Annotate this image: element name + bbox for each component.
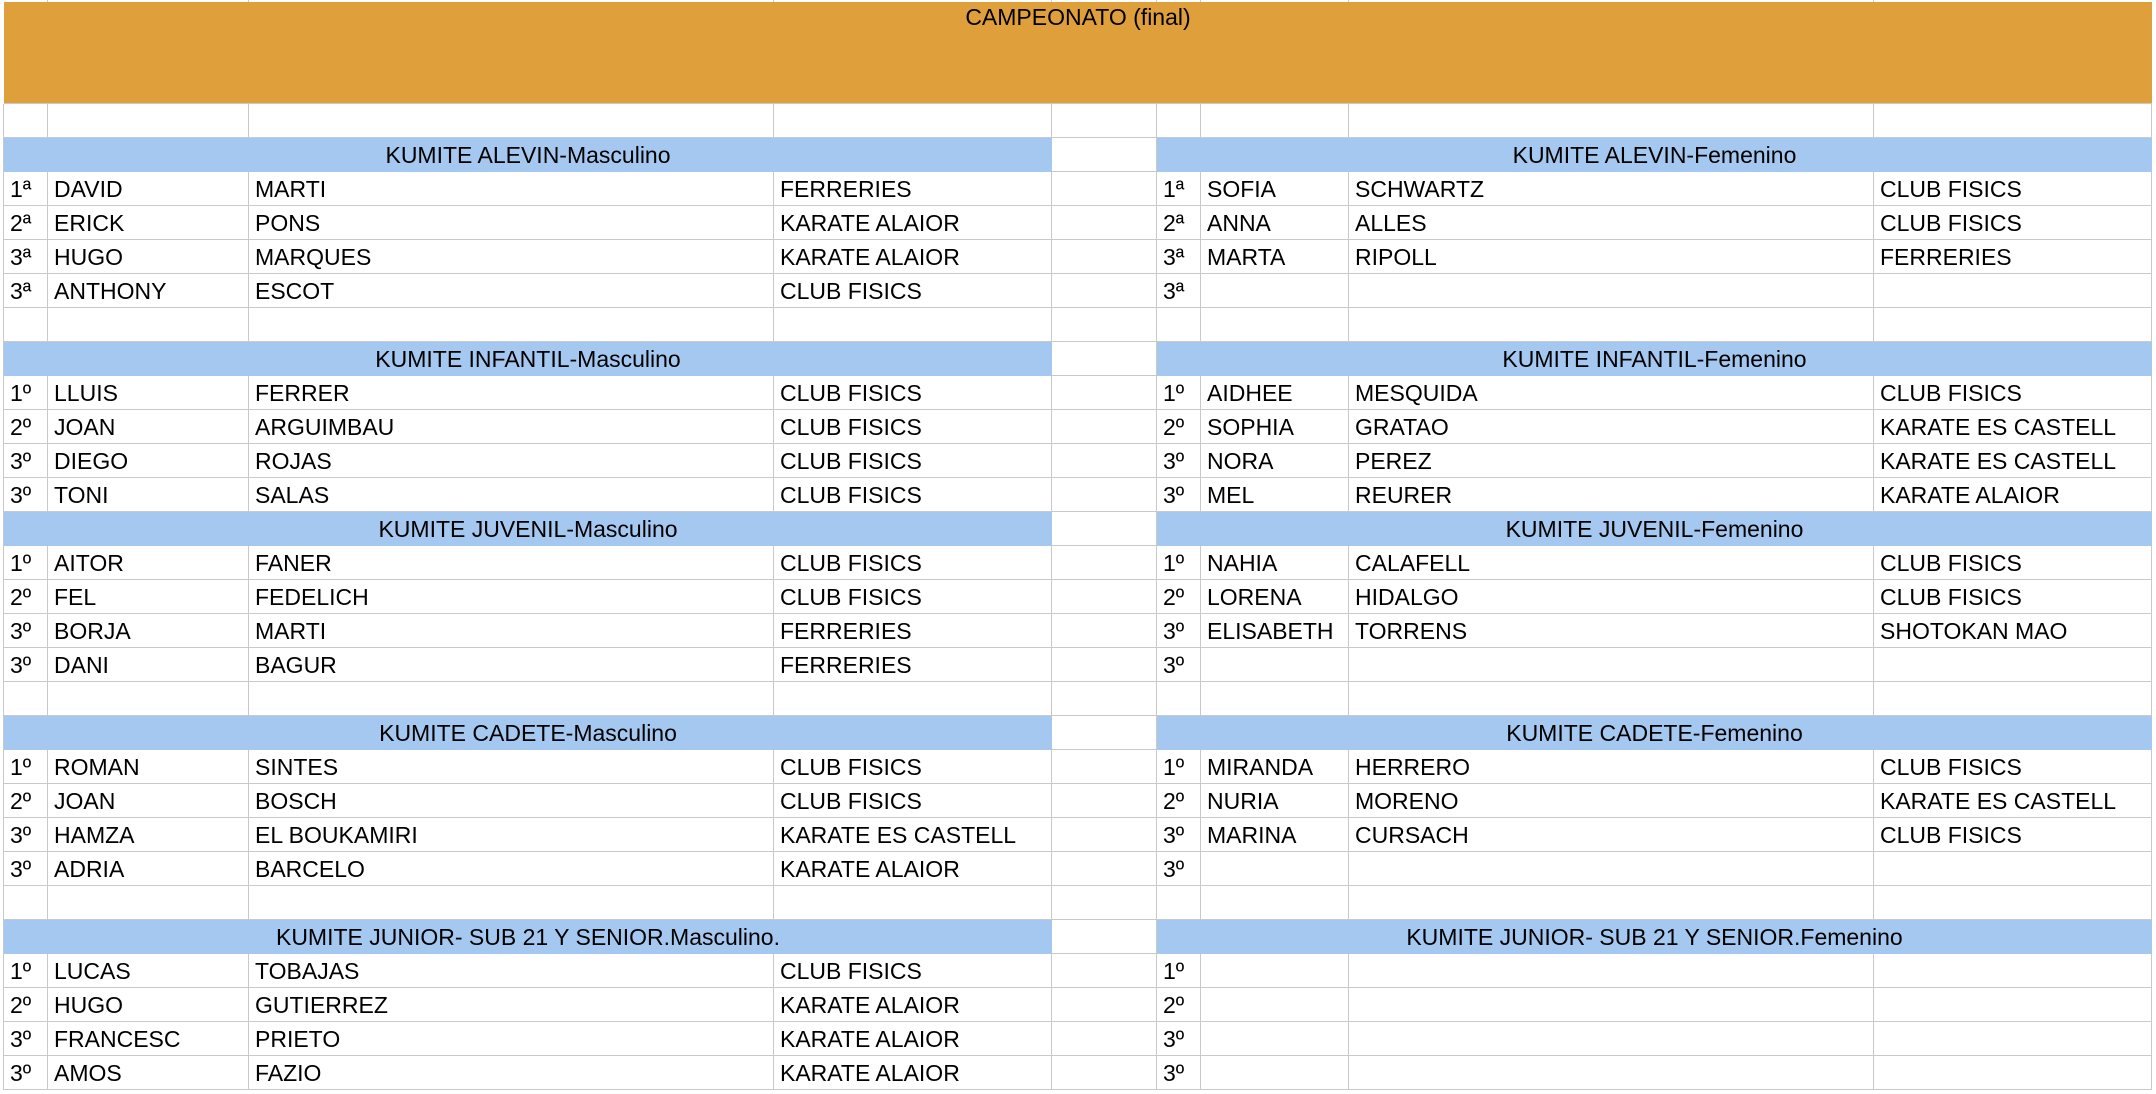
first-name-cell[interactable]: FRANCESC <box>54 1026 181 1052</box>
title-band <box>4 2 2152 104</box>
club-cell[interactable]: CLUB FISICS <box>1880 754 2022 780</box>
last-name-cell[interactable]: RIPOLL <box>1355 244 1437 270</box>
last-name-cell[interactable] <box>1349 954 1874 988</box>
club-cell[interactable]: CLUB FISICS <box>1880 176 2022 202</box>
first-name-cell[interactable]: BORJA <box>54 618 131 644</box>
first-name-cell[interactable] <box>1201 954 1349 988</box>
place-cell[interactable]: 3º <box>1163 822 1185 848</box>
first-name-cell[interactable]: ANTHONY <box>54 278 167 304</box>
grid-line <box>47 0 48 2</box>
club-cell[interactable]: KARATE ALAIOR <box>780 856 960 882</box>
first-name-cell[interactable]: ADRIA <box>54 856 125 882</box>
club-cell[interactable]: FERRERIES <box>780 176 912 202</box>
grid-line <box>1051 0 1052 2</box>
place-cell[interactable]: 2º <box>10 992 32 1018</box>
last-name-cell[interactable]: FEDELICH <box>255 584 369 610</box>
first-name-cell[interactable]: MEL <box>1207 482 1255 508</box>
section-heading-female: KUMITE INFANTIL-Femenino <box>1157 342 2152 376</box>
last-name-cell[interactable]: CURSACH <box>1355 822 1469 848</box>
club-cell[interactable]: FERRERIES <box>780 618 912 644</box>
first-name-cell[interactable]: LUCAS <box>54 958 131 984</box>
section-heading-male: KUMITE JUVENIL-Masculino <box>4 512 1052 546</box>
last-name-cell[interactable]: TORRENS <box>1355 618 1468 644</box>
place-cell[interactable]: 3º <box>1163 482 1185 508</box>
grid-line <box>4 103 2152 104</box>
place-cell[interactable]: 2º <box>1163 788 1185 814</box>
first-name-cell[interactable]: LORENA <box>1207 584 1302 610</box>
place-cell[interactable]: 3º <box>10 856 32 882</box>
first-name-cell[interactable]: AIDHEE <box>1207 380 1293 406</box>
place-cell[interactable]: 1º <box>10 754 32 780</box>
place-cell[interactable]: 2ª <box>10 210 32 236</box>
first-name-cell[interactable]: MARINA <box>1207 822 1297 848</box>
last-name-cell[interactable]: BAGUR <box>255 652 337 678</box>
first-name-cell[interactable]: HUGO <box>54 244 123 270</box>
last-name-cell[interactable]: FANER <box>255 550 332 576</box>
place-cell[interactable]: 1º <box>1163 754 1185 780</box>
place-cell[interactable]: 3º <box>10 448 32 474</box>
first-name-cell[interactable]: DIEGO <box>54 448 129 474</box>
last-name-cell[interactable]: ARGUIMBAU <box>255 414 395 440</box>
club-cell[interactable]: CLUB FISICS <box>1880 550 2022 576</box>
club-cell[interactable]: CLUB FISICS <box>1880 822 2022 848</box>
last-name-cell[interactable]: MARQUES <box>255 244 372 270</box>
first-name-cell[interactable] <box>1201 852 1349 886</box>
section-heading-female: KUMITE JUNIOR- SUB 21 Y SENIOR.Femenino <box>1157 920 2152 954</box>
place-cell[interactable]: 3º <box>10 1060 32 1086</box>
section-heading-male: KUMITE INFANTIL-Masculino <box>4 342 1052 376</box>
club-cell[interactable] <box>1874 274 2152 308</box>
last-name-cell[interactable]: GUTIERREZ <box>255 992 388 1018</box>
place-cell[interactable]: 2º <box>1163 992 1185 1018</box>
place-cell[interactable]: 3º <box>1163 1060 1185 1086</box>
club-cell[interactable]: KARATE ES CASTELL <box>1880 788 2117 814</box>
last-name-cell[interactable]: MARTI <box>255 176 327 202</box>
club-cell[interactable]: KARATE ES CASTELL <box>1880 414 2117 440</box>
club-cell[interactable]: CLUB FISICS <box>780 754 922 780</box>
place-cell[interactable]: 3ª <box>1163 278 1185 304</box>
last-name-cell[interactable]: MARTI <box>255 618 327 644</box>
first-name-cell[interactable]: AITOR <box>54 550 124 576</box>
place-cell[interactable]: 3ª <box>10 278 32 304</box>
club-cell[interactable]: KARATE ALAIOR <box>780 992 960 1018</box>
first-name-cell[interactable]: NURIA <box>1207 788 1279 814</box>
last-name-cell[interactable]: EL BOUKAMIRI <box>255 822 418 848</box>
first-name-cell[interactable]: JOAN <box>54 414 116 440</box>
place-cell[interactable]: 2ª <box>1163 210 1185 236</box>
last-name-cell[interactable] <box>1349 274 1874 308</box>
last-name-cell[interactable]: GRATAO <box>1355 414 1449 440</box>
last-name-cell[interactable] <box>1349 1022 1874 1056</box>
club-cell[interactable] <box>1874 1022 2152 1056</box>
club-cell[interactable]: KARATE ALAIOR <box>780 1026 960 1052</box>
grid-line <box>773 0 774 2</box>
club-cell[interactable]: CLUB FISICS <box>780 448 922 474</box>
club-cell[interactable]: KARATE ES CASTELL <box>780 822 1017 848</box>
club-cell[interactable] <box>1874 852 2152 886</box>
first-name-cell[interactable]: HUGO <box>54 992 123 1018</box>
place-cell[interactable]: 3º <box>1163 448 1185 474</box>
club-cell[interactable]: KARATE ALAIOR <box>780 1060 960 1086</box>
last-name-cell[interactable]: ALLES <box>1355 210 1427 236</box>
last-name-cell[interactable] <box>1349 648 1874 682</box>
club-cell[interactable]: FERRERIES <box>780 652 912 678</box>
place-cell[interactable]: 3º <box>10 1026 32 1052</box>
place-cell[interactable]: 3º <box>1163 856 1185 882</box>
section-heading-male: KUMITE ALEVIN-Masculino <box>4 138 1052 172</box>
last-name-cell[interactable]: MESQUIDA <box>1355 380 1478 406</box>
place-cell[interactable]: 1º <box>1163 958 1185 984</box>
club-cell[interactable]: CLUB FISICS <box>780 278 922 304</box>
club-cell[interactable]: CLUB FISICS <box>1880 584 2022 610</box>
last-name-cell[interactable]: CALAFELL <box>1355 550 1471 576</box>
last-name-cell[interactable]: ROJAS <box>255 448 332 474</box>
grid-line <box>1200 0 1201 2</box>
first-name-cell[interactable]: SOFIA <box>1207 176 1277 202</box>
last-name-cell[interactable]: BOSCH <box>255 788 337 814</box>
club-cell[interactable]: CLUB FISICS <box>780 550 922 576</box>
club-cell[interactable] <box>1874 954 2152 988</box>
last-name-cell[interactable]: SINTES <box>255 754 339 780</box>
first-name-cell[interactable]: JOAN <box>54 788 116 814</box>
last-name-cell[interactable]: REURER <box>1355 482 1453 508</box>
place-cell[interactable]: 2º <box>10 584 32 610</box>
section-heading-female: KUMITE ALEVIN-Femenino <box>1157 138 2152 172</box>
club-cell[interactable]: CLUB FISICS <box>780 414 922 440</box>
place-cell[interactable]: 2º <box>10 788 32 814</box>
last-name-cell[interactable]: FERRER <box>255 380 350 406</box>
first-name-cell[interactable]: ERICK <box>54 210 125 236</box>
first-name-cell[interactable]: SOPHIA <box>1207 414 1294 440</box>
section-heading-male: KUMITE CADETE-Masculino <box>4 716 1052 750</box>
sheet-title: CAMPEONATO (final) <box>965 4 1191 30</box>
last-name-cell[interactable]: HERRERO <box>1355 754 1471 780</box>
last-name-cell[interactable]: BARCELO <box>255 856 365 882</box>
club-cell[interactable]: CLUB FISICS <box>780 380 922 406</box>
first-name-cell[interactable]: FEL <box>54 584 97 610</box>
club-cell[interactable]: CLUB FISICS <box>780 584 922 610</box>
place-cell[interactable]: 1ª <box>1163 176 1185 202</box>
last-name-cell[interactable]: MORENO <box>1355 788 1459 814</box>
place-cell[interactable]: 3º <box>1163 652 1185 678</box>
section-heading-male: KUMITE JUNIOR- SUB 21 Y SENIOR.Masculino. <box>4 920 1052 954</box>
place-cell[interactable]: 2º <box>10 414 32 440</box>
place-cell[interactable]: 1º <box>10 380 32 406</box>
last-name-cell[interactable]: HIDALGO <box>1355 584 1459 610</box>
club-cell[interactable] <box>1874 988 2152 1022</box>
place-cell[interactable]: 1º <box>1163 380 1185 406</box>
last-name-cell[interactable]: SALAS <box>255 482 330 508</box>
club-cell[interactable]: KARATE ALAIOR <box>780 210 960 236</box>
grid-line <box>1348 0 1349 2</box>
club-cell[interactable]: CLUB FISICS <box>780 788 922 814</box>
last-name-cell[interactable]: SCHWARTZ <box>1355 176 1485 202</box>
club-cell[interactable]: KARATE ALAIOR <box>1880 482 2060 508</box>
place-cell[interactable]: 1ª <box>10 176 32 202</box>
club-cell[interactable]: CLUB FISICS <box>1880 210 2022 236</box>
club-cell[interactable] <box>1874 1056 2152 1090</box>
first-name-cell[interactable]: ROMAN <box>54 754 140 780</box>
last-name-cell[interactable]: PONS <box>255 210 321 236</box>
last-name-cell[interactable]: ESCOT <box>255 278 335 304</box>
first-name-cell[interactable] <box>1201 1056 1349 1090</box>
place-cell[interactable]: 3ª <box>10 244 32 270</box>
first-name-cell[interactable]: TONI <box>54 482 109 508</box>
first-name-cell[interactable] <box>1201 648 1349 682</box>
first-name-cell[interactable] <box>1201 988 1349 1022</box>
first-name-cell[interactable]: ELISABETH <box>1207 618 1334 644</box>
place-cell[interactable]: 3º <box>1163 618 1185 644</box>
club-cell[interactable] <box>1874 648 2152 682</box>
first-name-cell[interactable]: ANNA <box>1207 210 1271 236</box>
club-cell[interactable]: KARATE ES CASTELL <box>1880 448 2117 474</box>
club-cell[interactable]: CLUB FISICS <box>1880 380 2022 406</box>
first-name-cell[interactable] <box>1201 1022 1349 1056</box>
first-name-cell[interactable]: NORA <box>1207 448 1274 474</box>
grid-line <box>248 0 249 2</box>
club-cell[interactable]: KARATE ALAIOR <box>780 244 960 270</box>
place-cell[interactable]: 1º <box>10 550 32 576</box>
last-name-cell[interactable] <box>1349 852 1874 886</box>
club-cell[interactable]: FERRERIES <box>1880 244 2012 270</box>
club-cell[interactable]: CLUB FISICS <box>780 958 922 984</box>
first-name-cell[interactable]: AMOS <box>54 1060 122 1086</box>
club-cell[interactable]: CLUB FISICS <box>780 482 922 508</box>
place-cell[interactable]: 3º <box>10 618 32 644</box>
place-cell[interactable]: 3º <box>1163 1026 1185 1052</box>
place-cell[interactable]: 2º <box>1163 584 1185 610</box>
club-cell[interactable]: SHOTOKAN MAO <box>1880 618 2068 644</box>
place-cell[interactable]: 1º <box>1163 550 1185 576</box>
section-heading-female: KUMITE CADETE-Femenino <box>1157 716 2152 750</box>
last-name-cell[interactable] <box>1349 1056 1874 1090</box>
section-heading-female: KUMITE JUVENIL-Femenino <box>1157 512 2152 546</box>
place-cell[interactable]: 1º <box>10 958 32 984</box>
place-cell[interactable]: 3º <box>10 482 32 508</box>
place-cell[interactable]: 3ª <box>1163 244 1185 270</box>
first-name-cell[interactable]: HAMZA <box>54 822 135 848</box>
first-name-cell[interactable]: LLUIS <box>54 380 118 406</box>
first-name-cell[interactable]: MIRANDA <box>1207 754 1314 780</box>
last-name-cell[interactable]: PRIETO <box>255 1026 341 1052</box>
place-cell[interactable]: 3º <box>10 822 32 848</box>
first-name-cell[interactable]: NAHIA <box>1207 550 1278 576</box>
place-cell[interactable]: 3º <box>10 652 32 678</box>
last-name-cell[interactable]: FAZIO <box>255 1060 322 1086</box>
first-name-cell[interactable]: MARTA <box>1207 244 1286 270</box>
first-name-cell[interactable]: DANI <box>54 652 109 678</box>
last-name-cell[interactable]: TOBAJAS <box>255 958 360 984</box>
place-cell[interactable]: 2º <box>1163 414 1185 440</box>
last-name-cell[interactable] <box>1349 988 1874 1022</box>
first-name-cell[interactable]: DAVID <box>54 176 123 202</box>
grid-line <box>1156 0 1157 2</box>
grid-line <box>1873 0 1874 2</box>
last-name-cell[interactable]: PEREZ <box>1355 448 1432 474</box>
first-name-cell[interactable] <box>1201 274 1349 308</box>
